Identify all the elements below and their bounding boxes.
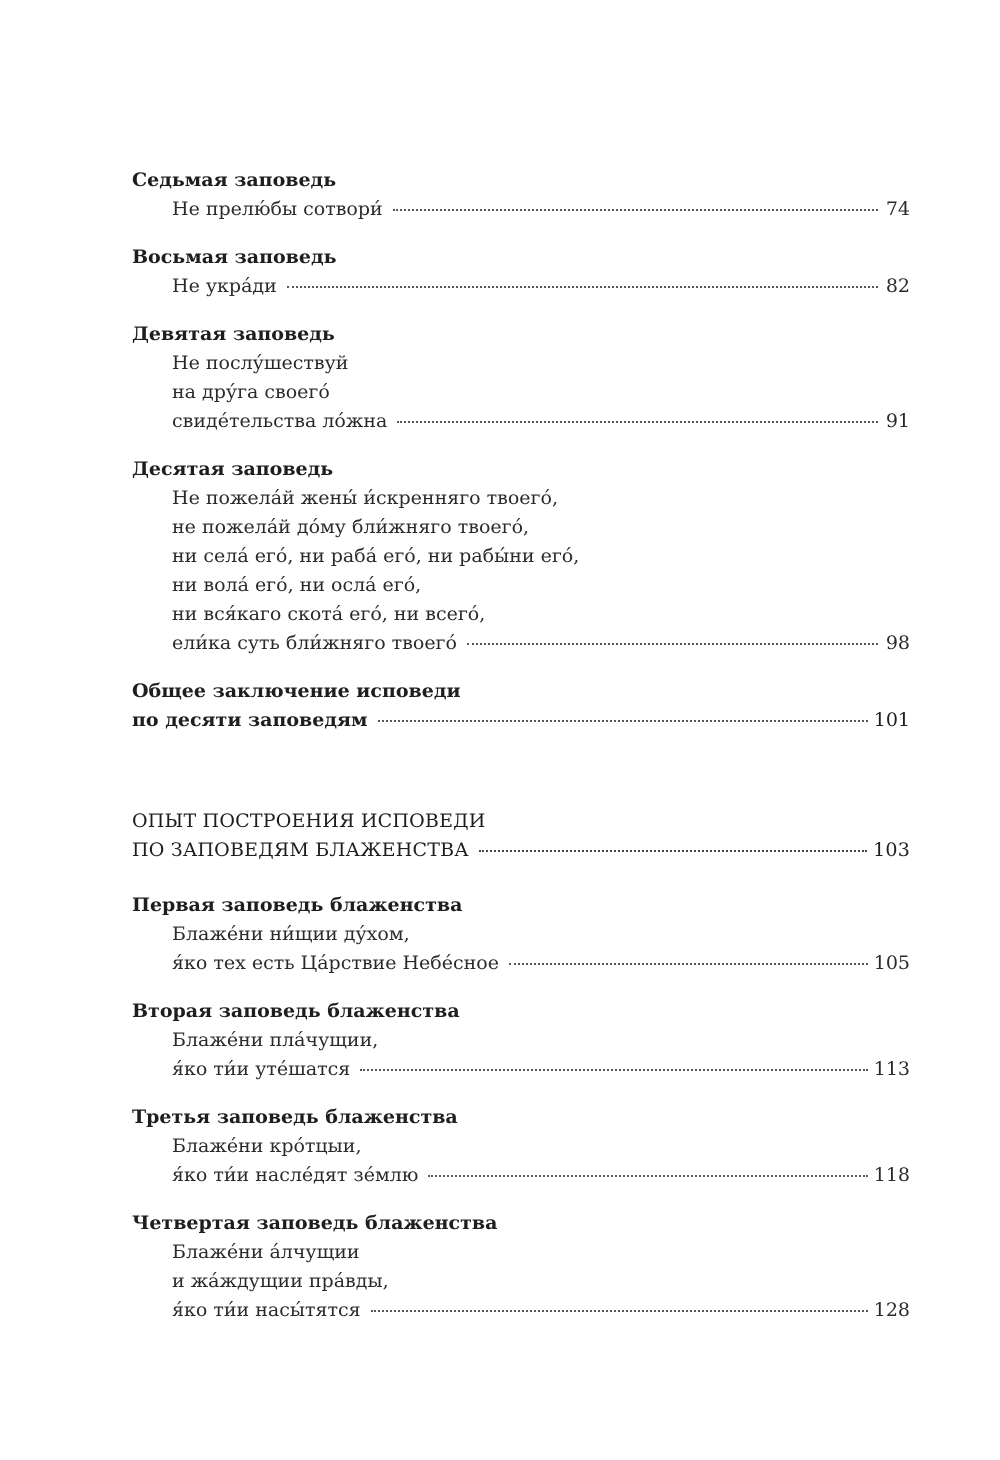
entry-title-line: Блаже́ни ни́щии ду́хом, [172, 923, 410, 945]
entry-heading: Четвертая заповедь блаженства [132, 1212, 498, 1234]
toc-section-beatitudes[interactable] [132, 807, 910, 865]
entry-title-line: и жа́ждущии пра́вды, [172, 1270, 389, 1292]
page-number: 101 [873, 709, 910, 731]
entry-last-line [132, 949, 910, 978]
section-title-line: ОПЫТ ПОСТРОЕНИЯ ИСПОВЕДИ [132, 810, 486, 832]
entry-last-line [132, 629, 910, 658]
entry-title-line: Не укра́ди [172, 275, 277, 297]
entry-heading: Десятая заповедь [132, 458, 334, 480]
entry-last-line [132, 272, 910, 301]
entry-heading: Вторая заповедь блаженства [132, 1000, 460, 1022]
entry-title-line: ели́ка суть бли́жняго твоего́ [172, 632, 457, 654]
dot-leader [360, 1069, 867, 1071]
entry-title-line: свиде́тельства ло́жна [172, 410, 388, 432]
entry-title-line: ни вся́каго скота́ его́, ни всего́, [172, 603, 486, 625]
section-last-line [132, 836, 910, 865]
entry-title-line: ни вола́ его́, ни осла́ его́, [172, 574, 422, 596]
dot-leader [393, 209, 878, 211]
toc-entry-second-beatitude[interactable] [132, 997, 910, 1084]
page-number: 105 [873, 952, 910, 974]
entry-title-line: Не пожела́й жены́ и́скренняго твоего́, [172, 487, 558, 509]
toc-entry-tenth-commandment[interactable] [132, 455, 910, 658]
page-number: 118 [873, 1164, 910, 1186]
entry-title-line: Не послу́шествуй [172, 352, 349, 374]
toc-entry-third-beatitude[interactable] [132, 1103, 910, 1190]
page-number: 98 [885, 632, 910, 654]
entry-title-line: ни села́ его́, ни раба́ его́, ни рабы́ни его́, [172, 545, 580, 567]
page-number: 113 [873, 1058, 910, 1080]
entry-title-line: Не прелю́бы сотвори́ [172, 198, 383, 220]
page-number: 103 [873, 839, 910, 861]
section-title-line: ПО ЗАПОВЕДЯМ БЛАЖЕНСТВА [132, 839, 469, 861]
entry-title-line: Блаже́ни кро́тцыи, [172, 1135, 362, 1157]
entry-title-line: я́ко ти́и насы́тятся [172, 1299, 361, 1321]
toc-entry-seventh-commandment[interactable] [132, 166, 910, 224]
page-number: 82 [885, 275, 910, 297]
dot-leader [467, 643, 878, 645]
entry-last-line [132, 195, 910, 224]
entry-heading: Третья заповедь блаженства [132, 1106, 458, 1128]
table-of-contents [132, 166, 910, 1344]
toc-entry-ninth-commandment[interactable] [132, 320, 910, 436]
entry-last-line [132, 407, 910, 436]
entry-title-line: я́ко ти́и уте́шатся [172, 1058, 351, 1080]
entry-title-line: Блаже́ни пла́чущии, [172, 1029, 379, 1051]
entry-heading: Девятая заповедь [132, 323, 335, 345]
entry-heading: Седьмая заповедь [132, 169, 337, 191]
toc-entry-general-conclusion[interactable] [132, 677, 910, 735]
entry-title-line: я́ко ти́и насле́дят зе́млю [172, 1164, 419, 1186]
dot-leader [378, 720, 868, 722]
entry-title-line: на дру́га своего́ [172, 381, 330, 403]
entry-title-line: не пожела́й до́му бли́жняго твоего́, [172, 516, 530, 538]
entry-last-line [132, 1055, 910, 1084]
entry-heading: Первая заповедь блаженства [132, 894, 463, 916]
entry-last-line [132, 706, 910, 735]
entry-heading: Общее заключение исповеди [132, 680, 461, 702]
toc-entry-fourth-beatitude[interactable] [132, 1209, 910, 1325]
toc-entry-first-beatitude[interactable] [132, 891, 910, 978]
entry-title-line: я́ко тех есть Ца́рствие Небе́сное [172, 952, 499, 974]
entry-last-line [132, 1296, 910, 1325]
page-number: 91 [885, 410, 910, 432]
page-number: 74 [885, 198, 910, 220]
entry-heading: по десяти заповедям [132, 709, 368, 731]
dot-leader [397, 421, 878, 423]
dot-leader [509, 963, 868, 965]
page-number: 128 [873, 1299, 910, 1321]
entry-last-line [132, 1161, 910, 1190]
entry-heading: Восьмая заповедь [132, 246, 337, 268]
dot-leader [479, 850, 867, 852]
dot-leader [428, 1175, 867, 1177]
dot-leader [287, 286, 878, 288]
dot-leader [371, 1310, 868, 1312]
toc-entry-eighth-commandment[interactable] [132, 243, 910, 301]
entry-title-line: Блаже́ни а́лчущии [172, 1241, 360, 1263]
